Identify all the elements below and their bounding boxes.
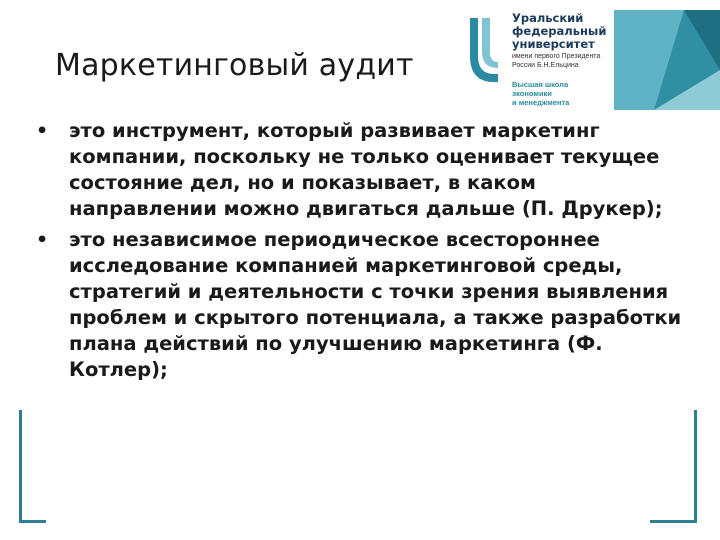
- logo-panel-graphic: [614, 10, 720, 110]
- bullet-list: [36, 118, 686, 388]
- bullet-dot-icon: •: [36, 229, 49, 251]
- bullet-text: это независимое периодическое всестороннее исследование компанией маркетинговой среды, стратегий и деятельности с точки зрения выявления проблем и скрытого потенциала, а также разработки плана действий по улучшению маркетинга (Ф. Котлер);: [69, 228, 682, 381]
- school-name-line: экономики: [512, 89, 552, 98]
- bullet-item: [36, 227, 686, 383]
- bullet-dot-icon: •: [36, 120, 49, 142]
- university-subtitle-line: имени первого Президента: [512, 53, 601, 60]
- university-subtitle-line: России Б.Н.Ельцина: [512, 62, 579, 69]
- university-subtitle: [512, 52, 612, 70]
- corner-bracket-left: [19, 410, 46, 523]
- bullet-item: [36, 118, 686, 222]
- university-name-line: университет: [512, 37, 595, 51]
- university-logo-mark-icon: [468, 16, 502, 86]
- slide-title: Маркетинговый аудит: [55, 48, 414, 83]
- university-name-line: федеральный: [512, 24, 607, 38]
- school-name-line: и менеджмента: [512, 98, 570, 107]
- corner-bracket-right: [650, 410, 697, 523]
- bullet-text: это инструмент, который развивает маркетинг компании, поскольку не только оценивает текущее состояние дел, но и показывает, в каком направлении можно двигаться дальше (П. Друкер);: [69, 119, 663, 220]
- school-name-line: Высшая школа: [512, 80, 569, 89]
- university-name: [512, 12, 622, 51]
- school-name: [512, 80, 612, 107]
- university-name-line: Уральский: [512, 11, 584, 25]
- university-logo: [468, 10, 720, 110]
